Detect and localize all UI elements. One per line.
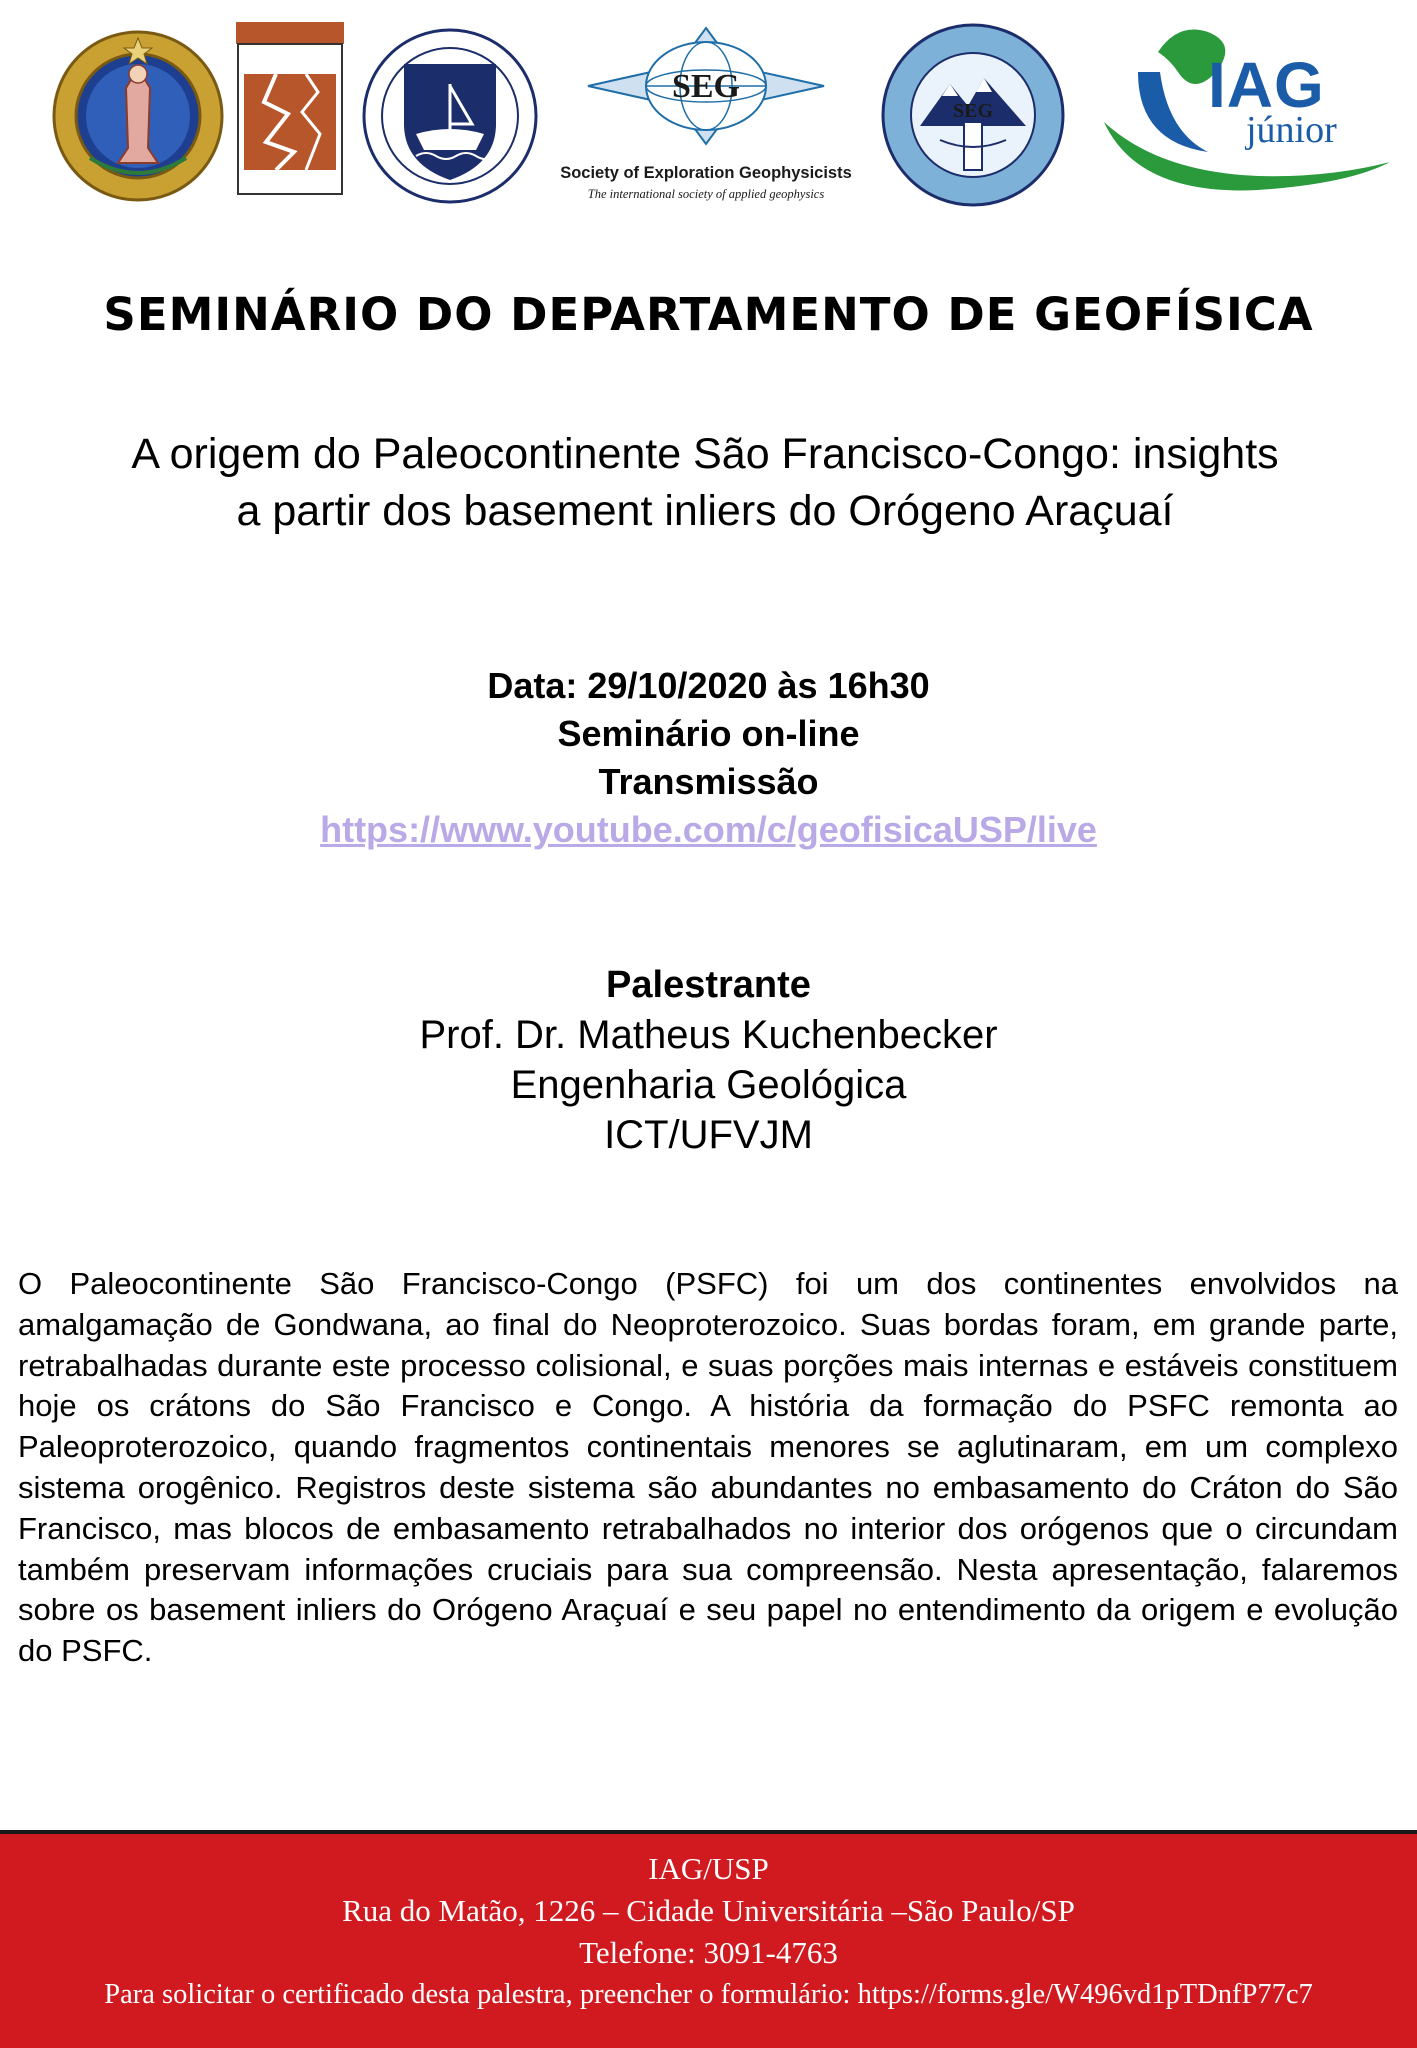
logo-strip	[0, 0, 1417, 215]
footer-address: Rua do Matão, 1226 – Cidade Universitária –São Paulo/SP	[342, 1893, 1075, 1928]
speaker-info	[0, 960, 1417, 1160]
footer-certificate-form[interactable]: Para solicitar o certificado desta palestra, preencher o formulário: https://forms.gle/W496vd1pTDnfP77c7	[104, 1979, 1313, 2010]
iag-junior-sub: júnior	[1246, 109, 1337, 151]
youtube-live-link[interactable]: https://www.youtube.com/c/geofisicaUSP/live	[320, 809, 1097, 850]
talk-title-line-1: A origem do Paleocontinente São Francisco-Congo: insights	[131, 430, 1279, 478]
footer-phone: Telefone: 3091-4763	[579, 1935, 838, 1970]
seg-center-label: SEG	[671, 68, 741, 105]
event-transmission-label: Transmissão	[598, 761, 819, 802]
event-mode: Seminário on-line	[557, 713, 860, 754]
footer-org: IAG/USP	[648, 1851, 769, 1886]
geofisica-logo-icon	[236, 22, 344, 196]
talk-title	[40, 426, 1370, 540]
speaker-heading: Palestrante	[606, 964, 811, 1006]
seg-tagline: The international society of applied geophysics	[587, 187, 825, 201]
seg-title: Society of Exploration Geophysicists	[560, 164, 852, 182]
speaker-department: Engenharia Geológica	[510, 1063, 907, 1107]
event-date: Data: 29/10/2020 às 16h30	[487, 665, 930, 706]
usp-crest-icon	[360, 24, 540, 206]
speaker-institution: ICT/UFVJM	[604, 1113, 813, 1157]
footer	[0, 1830, 1417, 2048]
page-title: SEMINÁRIO DO DEPARTAMENTO DE GEOFÍSICA	[103, 288, 1314, 341]
abstract-paragraph: O Paleocontinente São Francisco-Congo (PSFC) foi um dos continentes envolvidos na amalgamação de Gondwana, ao final do Neoproterozoico. Suas bordas foram, em grande parte, retrabalhadas durante este processo colisional, e suas porções mais internas e estáveis constituem hoje os crátons do São Francisco e Congo. A história da formação do PSFC remonta ao Paleoproterozoico, quando fragmentos continentais menores se aglutinaram, em um complexo sistema orogênico. Registros deste sistema são abundantes no embasamento do Cráton do São Francisco, mas blocos de embasamento retrabalhados no interior dos orógenos que o circundam também preservam informações cruciais para sua compreensão. Nesta apresentação, falaremos sobre os basement inliers do Orógeno Araçuaí e seu papel no entendimento da origem e evolução do PSFC.	[18, 1266, 1398, 1669]
speaker-name: Prof. Dr. Matheus Kuchenbecker	[419, 1013, 998, 1057]
observatorio-seal-icon	[50, 28, 226, 204]
unisantos-center-label: SEG	[952, 100, 994, 122]
iag-junior-main: IAG	[1208, 49, 1325, 121]
talk-title-line-2: a partir dos basement inliers do Orógeno Araçuaí	[236, 487, 1174, 535]
event-info	[0, 662, 1417, 854]
